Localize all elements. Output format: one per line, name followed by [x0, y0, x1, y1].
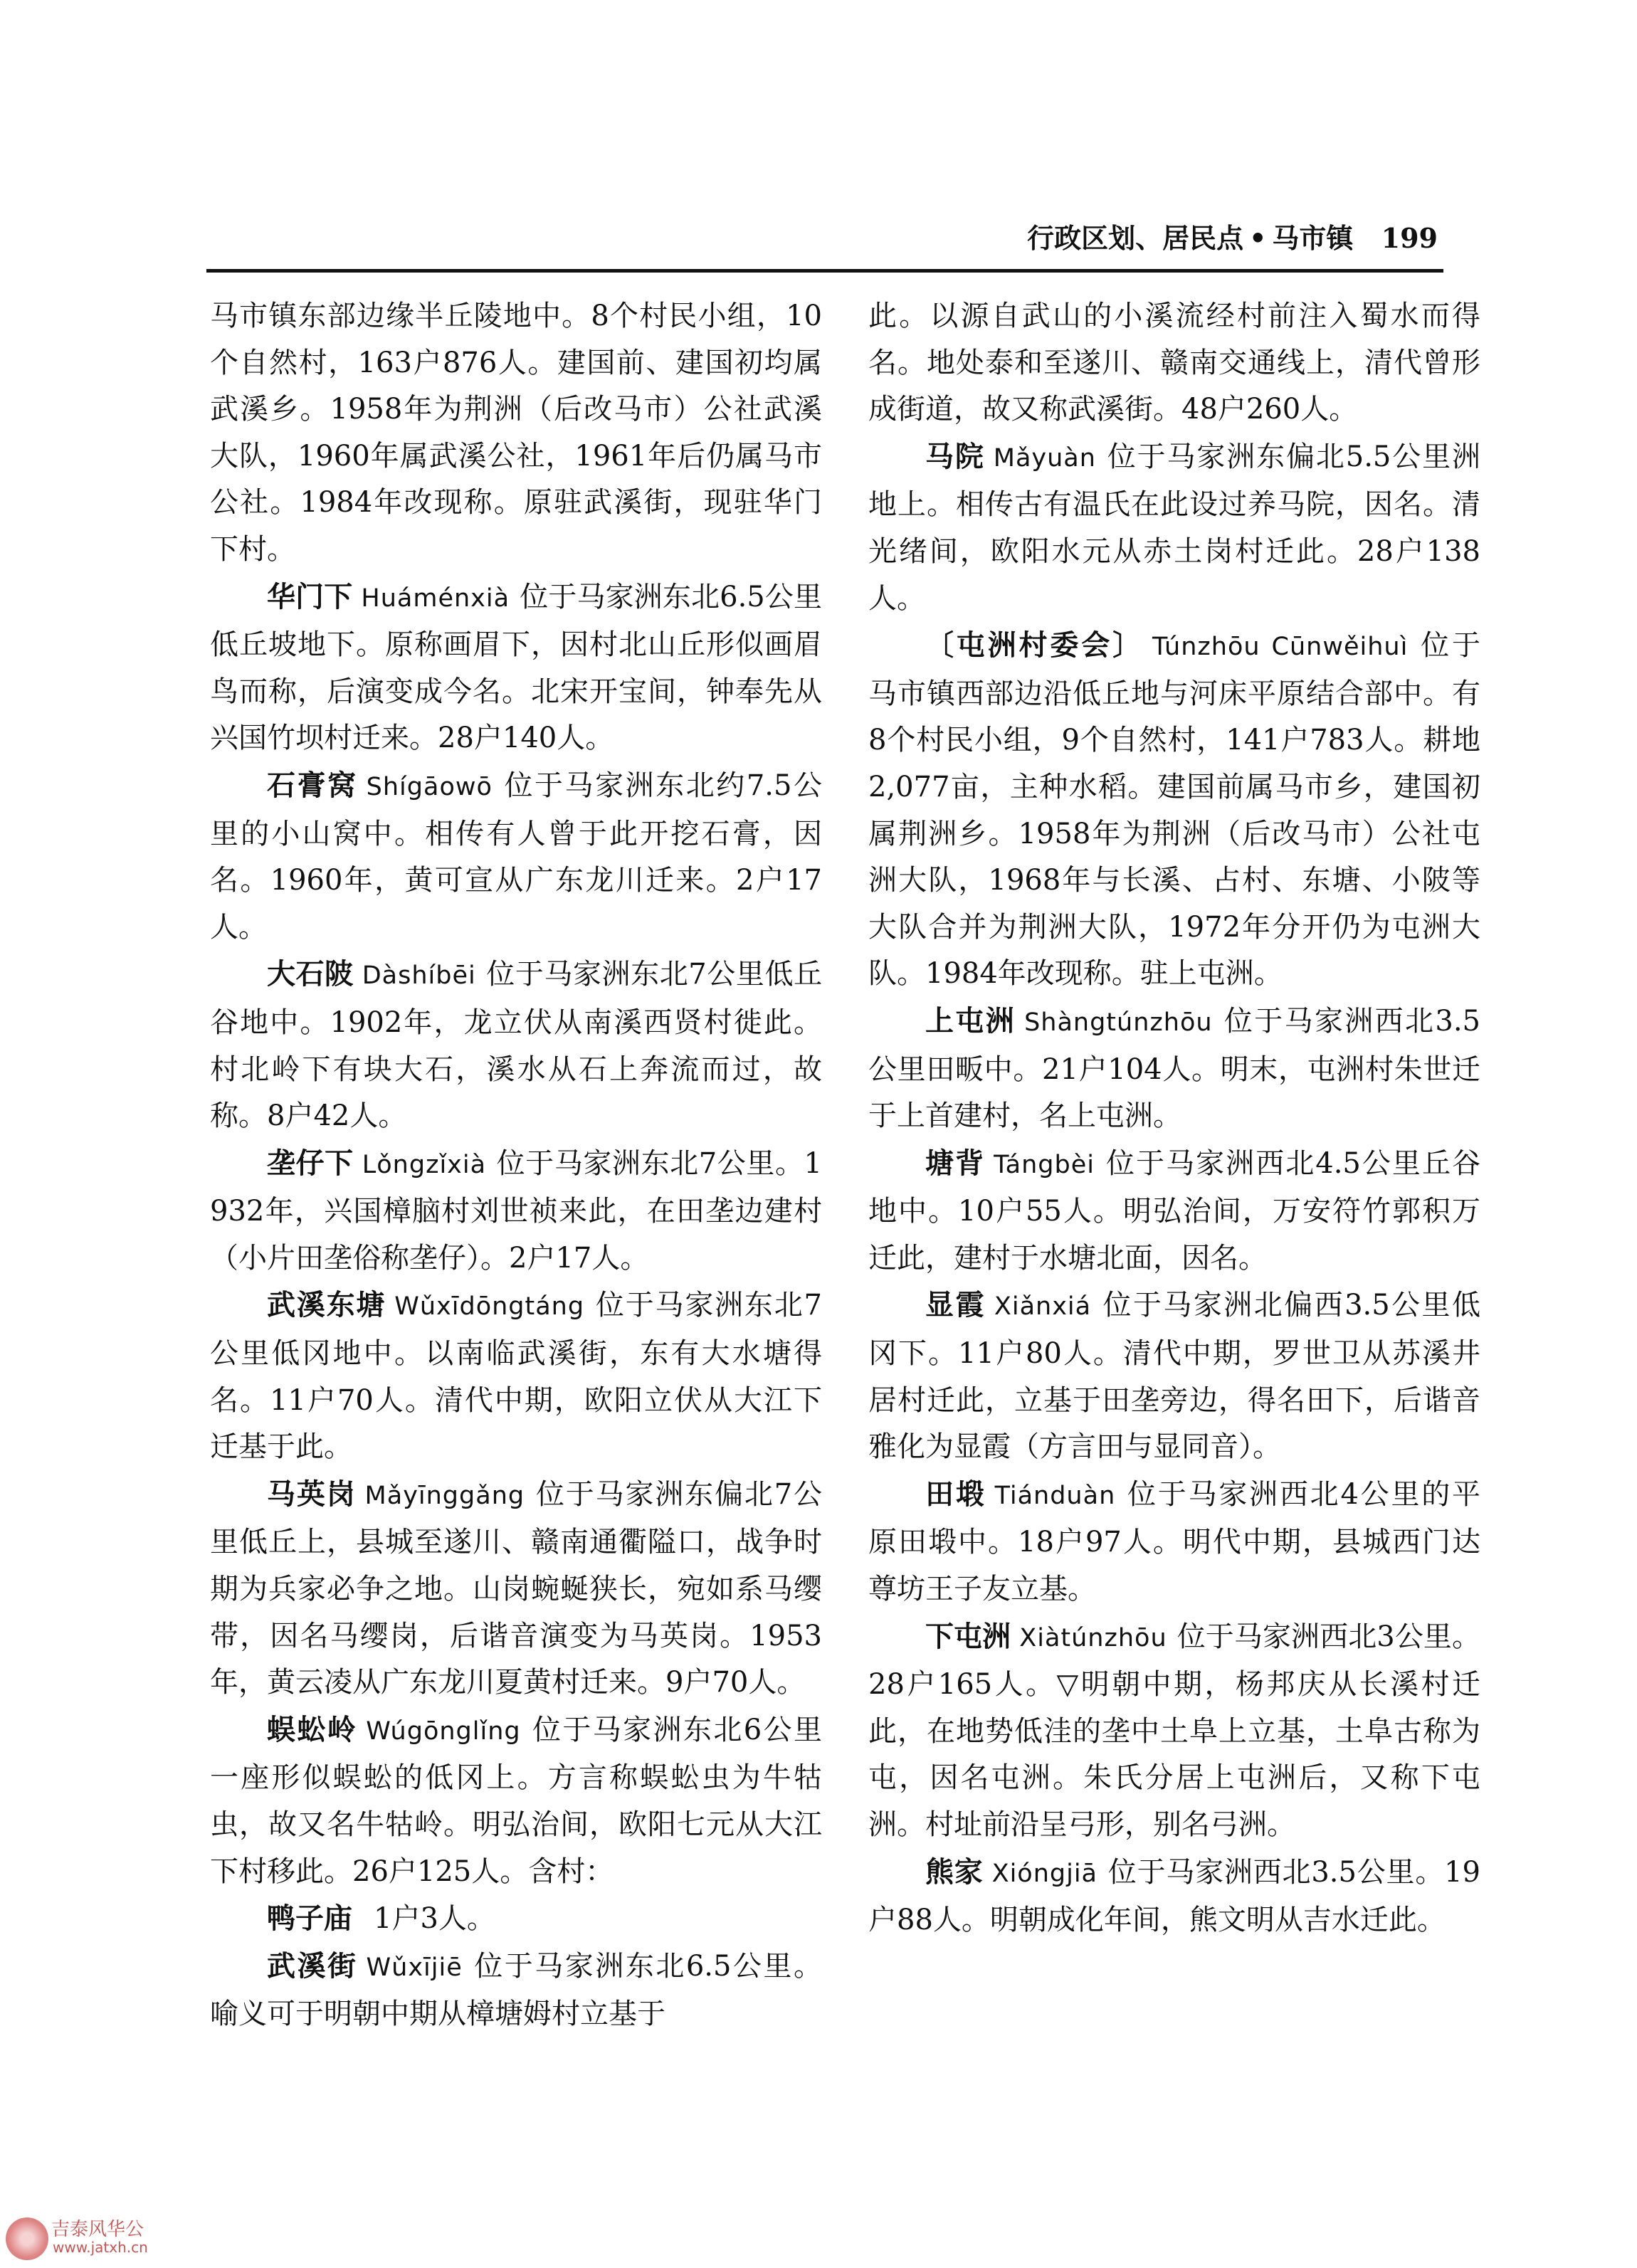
entry-text: 位于马家洲北偏西3.5公里低冈下。11户80人。清代中期，罗世卫从苏溪井居村迁此，立基于田垄旁边，得名田下，后谐音雅化为显霞（方言田与显同音）。: [868, 1289, 1480, 1464]
entry-pinyin: Mǎyīnggǎng: [364, 1481, 525, 1510]
watermark: [6, 2213, 177, 2263]
running-header: [982, 216, 1438, 255]
entry-pinyin: Mǎyuàn: [993, 443, 1096, 473]
entry: [868, 998, 1480, 1140]
header-town: 马市镇: [1272, 222, 1354, 254]
entry-paragraph: 马市镇东部边缘半丘陵地中。8个村民小组，10个自然村，163户876人。建国前、建国初均属武溪乡。1958年为荆洲（后改马市）公社武溪大队，1960年属武溪公社，1961年后仍属马市公社。1984年改现称。原驻武溪街，现驻华门下村。: [210, 300, 822, 566]
entry-name: 田塅: [925, 1477, 986, 1511]
entry-text: 1户3人。: [374, 1902, 495, 1936]
entry-name: 武溪街: [267, 1948, 358, 1983]
entry-pinyin: Lǒngzǐxià: [362, 1150, 487, 1179]
entry-pinyin: Wǔxījiē: [366, 1953, 463, 1982]
entry-text: 位于马家洲东偏北5.5公里洲地上。相传古有温氏在此设过养马院，因名。清光绪间，欧阳水元从赤土岗村迁此。28户138人。: [868, 440, 1480, 615]
entry-name: 蜈蚣岭: [267, 1712, 358, 1746]
entry-text: 位于马家洲东北7公里。1932年，兴国樟脑村刘世祯来此，在田垄边建村（小片田垄俗称垄仔）。2户17人。: [210, 1146, 822, 1275]
entry-name: 武溪东塘: [267, 1288, 386, 1322]
entry-text: 位于马家洲西北3.5公里。19户88人。明朝成化年间，熊文明从吉水迁此。: [868, 1855, 1481, 1937]
entry: [868, 1140, 1480, 1282]
entry-text: 位于马市镇西部边沿低丘地与河床平原结合部中。有8个村民小组，9个自然村，141户783人。耕地2,077亩，主种水稻。建国前属马市乡，建国初属荆洲乡。1958年为荆洲（后改马市）公社屯洲大队，1968年与长溪、占村、东塘、小陂等大队合并为荆洲大队，1972年分开仍为屯洲大队。1984年改现称。驻上屯洲。: [868, 629, 1481, 991]
entry-pinyin: Tángbèi: [994, 1150, 1095, 1179]
entry-pinyin: Tiánduàn: [994, 1481, 1116, 1510]
entry-text: 位于马家洲西北4.5公里丘谷地中。10户55人。明弘治间，万安符竹郭积万迁此，建村于水塘北面，因名。: [868, 1146, 1481, 1275]
entry-text: 位于马家洲东北7公里低丘谷地中。1902年，龙立伏从南溪西贤村徙此。村北岭下有块大石，溪水从石上奔流而过，故称。8户42人。: [210, 958, 823, 1133]
entry: [210, 574, 822, 762]
entry-paragraph: 此。以源自武山的小溪流经村前注入蜀水而得名。地处泰和至遂川、赣南交通线上，清代曾形成街道，故又称武溪街。48户260人。: [868, 300, 1480, 426]
entry-name: 显霞: [925, 1288, 986, 1322]
entry-name: 垄仔下: [267, 1146, 354, 1180]
left-column: [210, 293, 822, 2038]
entry: [868, 1849, 1480, 1944]
watermark-url: www.jatxh.cn: [53, 2239, 148, 2256]
entry: [868, 622, 1480, 998]
entry-name: 鸭子庙: [267, 1902, 352, 1936]
header-separator: •: [1249, 222, 1267, 254]
entry-pinyin: Dàshíbēi: [362, 961, 476, 991]
entry: [210, 951, 822, 1139]
watermark-text: 吉泰风华公: [51, 2219, 144, 2240]
entry: [210, 1707, 822, 1895]
entry: [868, 433, 1480, 622]
entry: [210, 1140, 822, 1282]
entry-name: 〔屯洲村委会〕: [925, 628, 1144, 663]
entry: [210, 1895, 822, 1943]
entry-pinyin: Xiàtúnzhōu: [1019, 1623, 1167, 1652]
header-section: 行政区划、居民点: [1027, 222, 1244, 254]
right-column: [868, 293, 1480, 1944]
entry-text: 位于马家洲西北4公里的平原田塅中。18户97人。明代中期，县城西门达尊坊王子友立基。: [868, 1477, 1481, 1606]
entry-name: 马院: [925, 439, 985, 473]
entry-text: 位于马家洲东北6.5公里低丘坡地下。原称画眉下，因村北山丘形似画眉鸟而称，后演变成今名。北宋开宝间，钟奉先从兴国竹坝村迁来。28户140人。: [210, 580, 822, 755]
entry: [868, 1282, 1480, 1470]
entry-pinyin: Xióngjiā: [991, 1859, 1098, 1888]
entry: [210, 762, 822, 951]
entry-text: 位于马家洲西北3.5公里田畈中。21户104人。明末，屯洲村朱世迁于上首建村，名上屯洲。: [868, 1004, 1480, 1133]
entry-name: 熊家: [925, 1855, 984, 1889]
entry-name: 石膏窝: [267, 768, 358, 802]
entry: [868, 1471, 1480, 1613]
entry-pinyin: Huáménxià: [361, 584, 510, 613]
entry: [210, 1943, 822, 2038]
entry: [210, 1282, 822, 1470]
entry-name: 下屯洲: [925, 1619, 1011, 1653]
entry-name: 上屯洲: [925, 1003, 1016, 1038]
entry-name: 大石陂: [267, 957, 354, 991]
entry: [210, 1471, 822, 1707]
entry-text: 位于马家洲东北6.5公里。喻义可于明朝中期从樟塘姆村立基于: [210, 1949, 823, 2031]
entry-name: 塘背: [925, 1146, 986, 1180]
entry-pinyin: Túnzhōu Cūnwěihuì: [1152, 633, 1409, 662]
page-number: 199: [1381, 222, 1438, 254]
entry-text: 位于马家洲东偏北7公里低丘上，县城至遂川、赣南通衢隘口，战争时期为兵家必争之地。山岗蜿蜒狭长，宛如系马缨带，因名马缨岗，后谐音演变为马英岗。1953年，黄云凌从广东龙川夏黄村迁来。9户70人。: [210, 1477, 823, 1699]
entry-name: 华门下: [267, 579, 353, 613]
entry-pinyin: Shàngtúnzhōu: [1024, 1008, 1213, 1037]
entry-pinyin: Xiǎnxiá: [994, 1292, 1092, 1322]
entry-name: 马英岗: [267, 1477, 357, 1511]
entry-pinyin: Wúgōnglǐng: [366, 1716, 521, 1746]
entry: [868, 1613, 1480, 1849]
entry-pinyin: Wǔxīdōngtáng: [394, 1292, 585, 1322]
entry-text: 位于马家洲西北3公里。28户165人。▽明朝中期，杨邦庆从长溪村迁此，在地势低洼的垄中土阜上立基，土阜古称为屯，因名屯洲。朱氏分居上屯洲后，又称下屯洲。村址前沿呈弓形，别名弓洲。: [868, 1620, 1480, 1841]
entry-text: 位于马家洲东北约7.5公里的小山窝中。相传有人曾于此开挖石膏，因名。1960年，黄可宣从广东龙川迁来。2户17人。: [210, 769, 823, 944]
entry-pinyin: Shígāowō: [366, 772, 493, 801]
entry-text: 位于马家洲东北7公里低冈地中。以南临武溪街，东有大水塘得名。11户70人。清代中期，欧阳立伏从大江下迁基于此。: [210, 1289, 823, 1464]
flower-logo-icon: [6, 2217, 48, 2260]
entry-text: 位于马家洲东北6公里一座形似蜈蚣的低冈上。方言称蜈蚣虫为牛牯虫，故又名牛牯岭。明弘治间，欧阳七元从大江下村移此。26户125人。含村：: [210, 1713, 823, 1888]
header-rule: [206, 269, 1443, 273]
